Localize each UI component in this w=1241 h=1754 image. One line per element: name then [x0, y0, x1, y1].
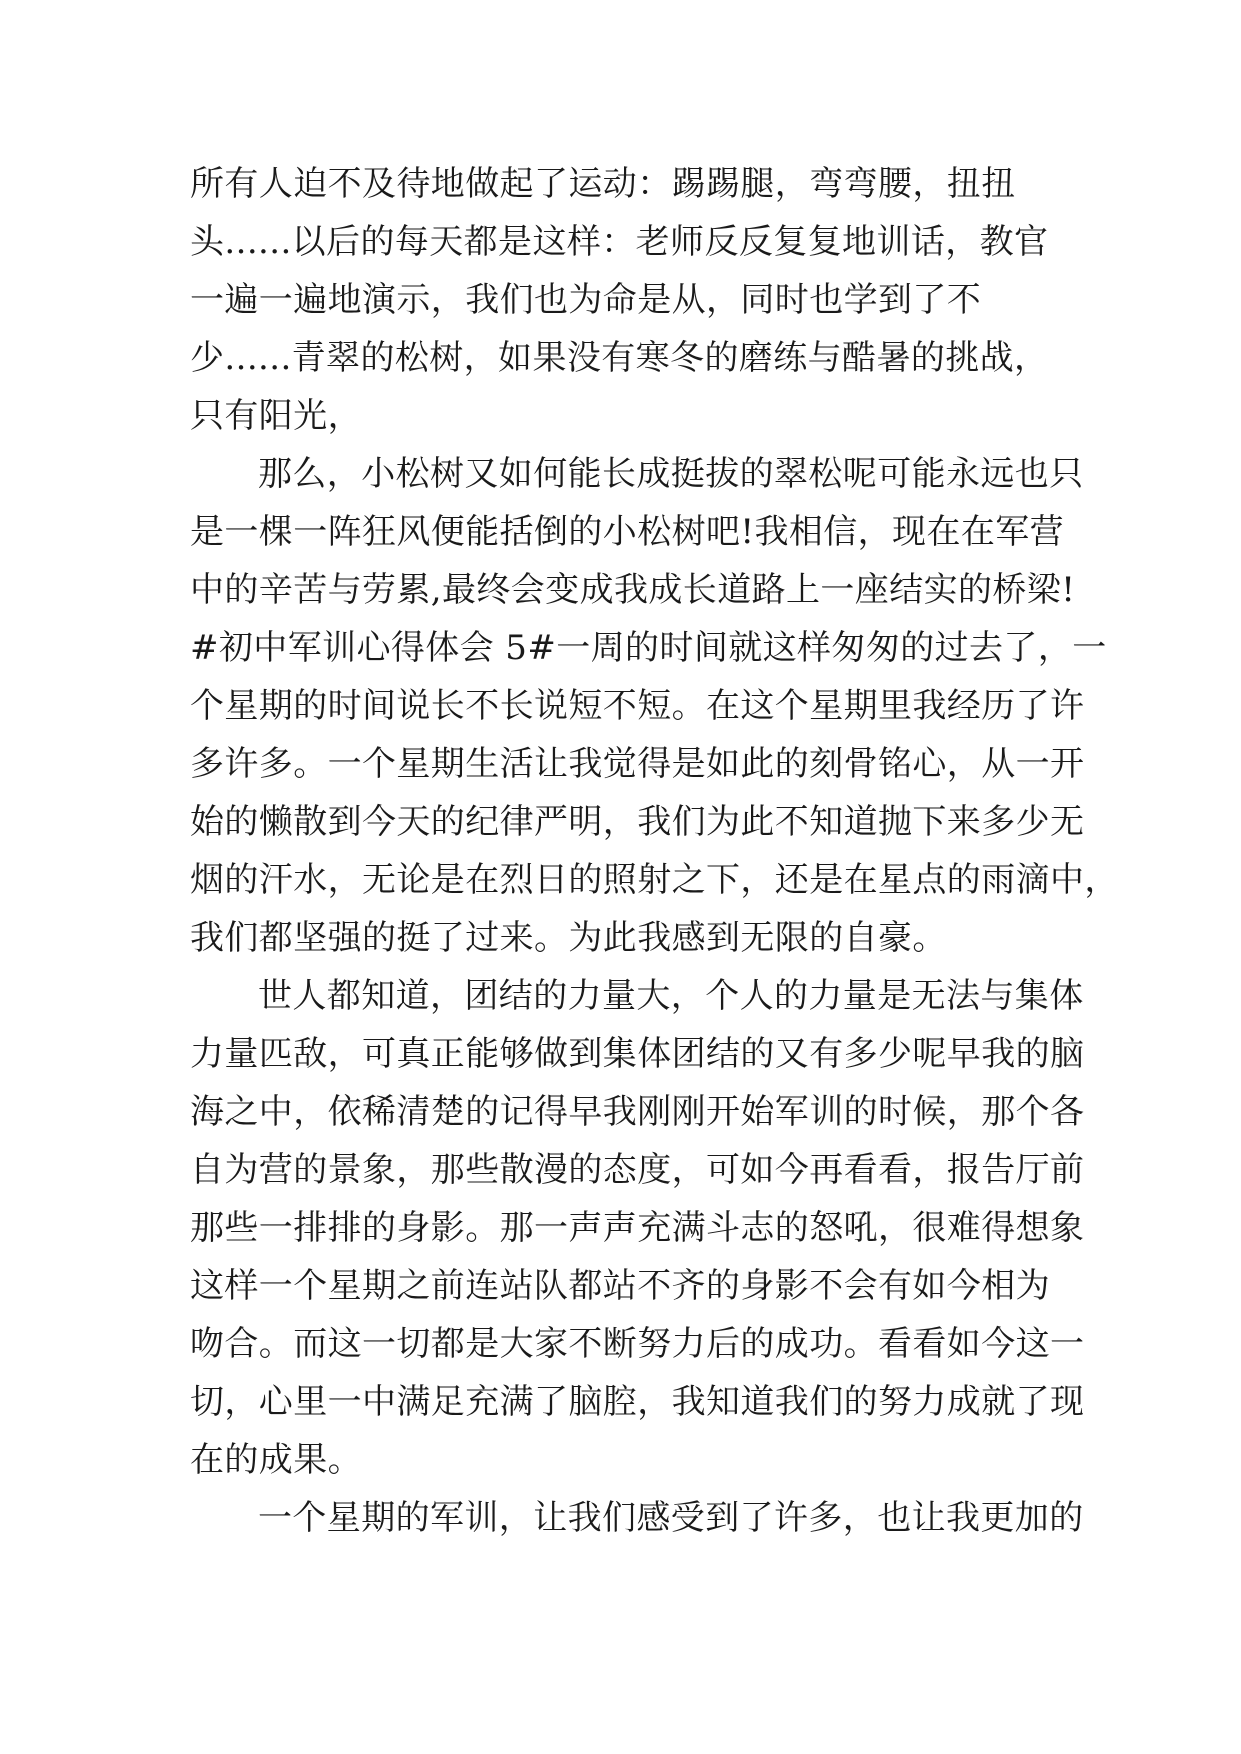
- paragraph-first-line: 世人都知道，团结的力量大，个人的力量是无法与集体: [258, 976, 1084, 1016]
- text-line: 一遍一遍地演示，我们也为命是从，同时也学到了不: [190, 280, 982, 320]
- text-line: 海之中，依稀清楚的记得早我刚刚开始军训的时候，那个各: [190, 1092, 1085, 1132]
- text-line: #初中军训心得体会 5#一周的时间就这样匆匆的过去了，一: [190, 628, 1107, 668]
- text-line: 切，心里一中满足充满了脑腔，我知道我们的努力成就了现: [190, 1382, 1085, 1422]
- text-line: 所有人迫不及待地做起了运动：踢踢腿，弯弯腰，扭扭: [190, 164, 1016, 204]
- text-line: 个星期的时间说长不长说短不短。在这个星期里我经历了许: [190, 686, 1085, 726]
- text-line: 只有阳光，: [190, 396, 362, 436]
- text-line: 吻合。而这一切都是大家不断努力后的成功。看看如今这一: [190, 1324, 1085, 1364]
- paragraph-first-line: 那么，小松树又如何能长成挺拔的翠松呢可能永远也只: [258, 454, 1084, 494]
- text-line: 我们都坚强的挺了过来。为此我感到无限的自豪。: [190, 918, 947, 958]
- paragraph-first-line: 一个星期的军训，让我们感受到了许多，也让我更加的: [258, 1498, 1084, 1538]
- text-line: 这样一个星期之前连站队都站不齐的身影不会有如今相为: [190, 1266, 1050, 1306]
- document-body: [190, 155, 1119, 1547]
- text-line: 那些一排排的身影。那一声声充满斗志的怒吼，很难得想象: [190, 1208, 1085, 1248]
- text-line: 始的懒散到今天的纪律严明，我们为此不知道抛下来多少无: [190, 802, 1085, 842]
- text-line: 烟的汗水，无论是在烈日的照射之下，还是在星点的雨滴中，: [190, 860, 1119, 900]
- text-line: 自为营的景象，那些散漫的态度，可如今再看看，报告厅前: [190, 1150, 1085, 1190]
- text-line: 是一棵一阵狂风便能括倒的小松树吧!我相信，现在在军营: [190, 512, 1065, 552]
- text-line: 中的辛苦与劳累,最终会变成我成长道路上一座结实的桥梁!: [190, 570, 1076, 610]
- text-line: 头......以后的每天都是这样：老师反反复复地训话，教官: [190, 222, 1049, 262]
- text-line: 多许多。一个星期生活让我觉得是如此的刻骨铭心，从一开: [190, 744, 1085, 784]
- text-line: 力量匹敌，可真正能够做到集体团结的又有多少呢早我的脑: [190, 1034, 1085, 1074]
- text-line: 在的成果。: [190, 1440, 362, 1480]
- text-line: 少......青翠的松树，如果没有寒冬的磨练与酷暑的挑战，: [190, 338, 1049, 378]
